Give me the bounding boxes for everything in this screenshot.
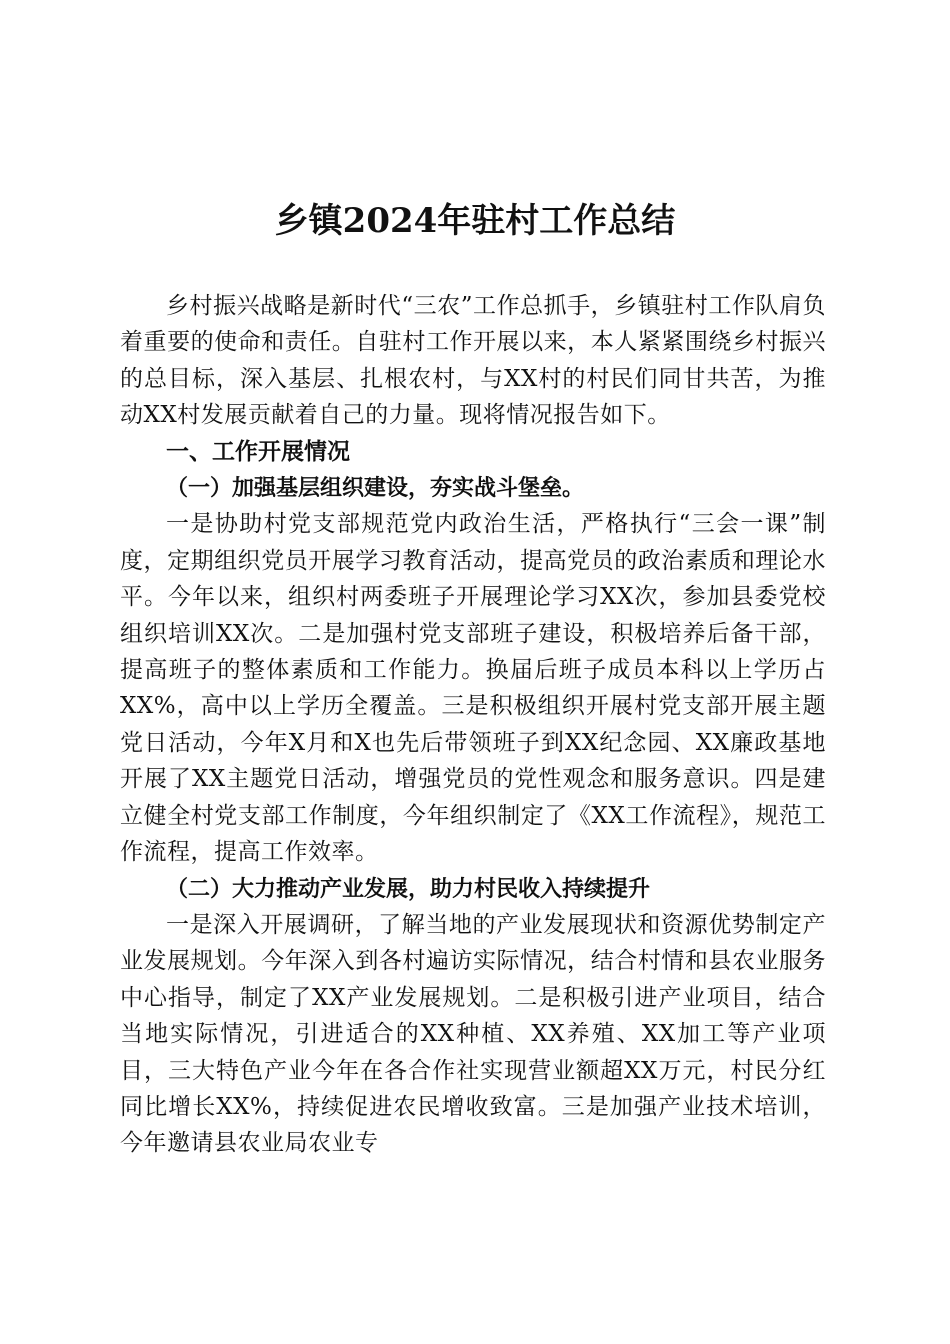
document-title: 乡镇2024年驻村工作总结 [274,201,676,241]
intro-paragraph: 乡村振兴战略是新时代“三农”工作总抓手，乡镇驻村工作队肩负着重要的使命和责任。自驻村工作开展以来，本人紧紧围绕乡村振兴的总目标，深入基层、扎根农村，与XX村的村民们同甘共苦，为推动XX村发展贡献着自己的力量。现将情况报告如下。 [120,293,826,429]
section-heading-1: 一、工作开展情况 [166,438,350,465]
subsection-2-paragraph: 一是深入开展调研，了解当地的产业发展现状和资源优势制定产业发展规划。今年深入到各村遍访实际情况，结合村情和县农业服务中心指导，制定了XX产业发展规划。二是积极引进产业项目，结合当地实际情况，引进适合的XX种植、XX养殖、XX加工等产业项目，三大特色产业今年在各合作社实现营业额超XX万元，村民分红同比增长XX%，持续促进农民增收致富。三是加强产业技术培训，今年邀请县农业局农业专 [120,911,826,1157]
document-body [120,288,826,1162]
subsection-heading-1: （一）加强基层组织建设，夯实战斗堡垒。 [166,475,585,502]
subsection-1-paragraph: 一是协助村党支部规范党内政治生活，严格执行“三会一课”制度，定期组织党员开展学习教育活动，提高党员的政治素质和理论水平。今年以来，组织村两委班子开展理论学习XX次，参加县委党校组织培训XX次。二是加强村党支部班子建设，积极培养后备干部，提高班子的整体素质和工作能力。换届后班子成员本科以上学历占XX%，高中以上学历全覆盖。三是积极组织开展村党支部开展主题党日活动，今年X月和X也先后带领班子到XX纪念园、XX廉政基地开展了XX主题党日活动，增强党员的党性观念和服务意识。四是建立健全村党支部工作制度，今年组织制定了《XX工作流程》，规范工作流程，提高工作效率。 [120,511,826,866]
subsection-heading-2: （二）大力推动产业发展，助力村民收入持续提升 [166,875,651,902]
